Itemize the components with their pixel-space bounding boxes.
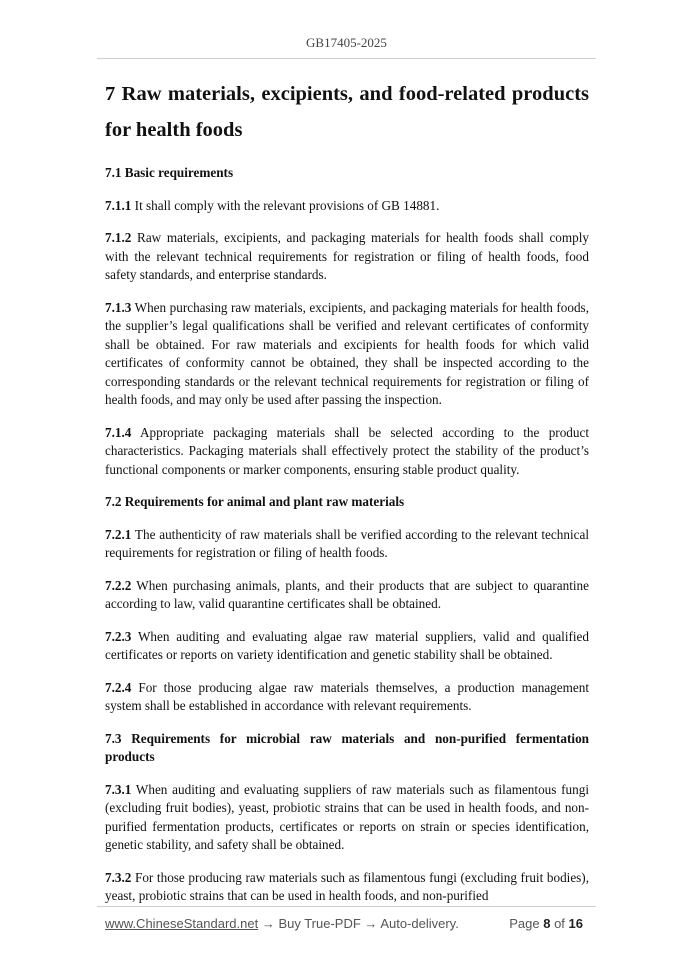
clause-text: When auditing and evaluating suppliers of raw materials such as filamentous fungi (excluding fruit bodies), yeast, probiotic strains that can be used in health foods, and non-purified fermentation products, certificates or reports on strain or species identification, genetic stability, and safety shall be obtained. [105, 781, 589, 852]
clause-7-2-3 [105, 628, 589, 665]
doc-code-header: GB17405-2025 [306, 35, 387, 50]
clause-text: For those producing raw materials such as filamentous fungi (excluding fruit bodies), yeast, probiotic strains that can be used in health foods, and non-purified [105, 869, 589, 903]
clause-number: 7.1.2 [105, 230, 132, 245]
section-title-7-3: 7.3 Requirements for microbial raw materials and non-purified fermentation products [105, 730, 589, 764]
clause-number: 7.3.2 [105, 869, 132, 885]
section-title-7-2: 7.2 Requirements for animal and plant raw materials [105, 494, 405, 509]
clause-7-1-3 [105, 299, 589, 410]
section-title-7-1: 7.1 Basic requirements [105, 165, 234, 180]
chapter-title: 7 Raw materials, excipients, and food-related products for health foods [105, 83, 589, 141]
buy-pdf-link[interactable]: Buy True-PDF [278, 916, 361, 931]
clause-text: Appropriate packaging materials shall be selected according to the product characteristics. Packaging materials shall effectively protect the stability of the product’s functional components or marker components, ensuring stable product quality. [105, 424, 589, 477]
clause-7-1-4 [105, 424, 589, 480]
clause-number: 7.1.3 [105, 299, 132, 315]
arrow-icon: → [360, 916, 381, 931]
clause-text: For those producing algae raw materials themselves, a production management system shall be established in accordance with relevant requirements. [105, 679, 589, 713]
clause-number: 7.3.1 [105, 781, 132, 797]
clause-text: When purchasing raw materials, excipients, and packaging materials for health foods, the supplier’s legal qualifications shall be verified and relevant certificates of conformity shall be obtained. For raw materials and excipients for health foods for which valid certificates of conformity cannot be obtained, they shall be inspected according to the corresponding standards or the relevant technical requirements for registration or filing of health foods, and may only be used after passing the inspection. [105, 299, 589, 407]
clause-text: Raw materials, excipients, and packaging materials for health foods shall comply with the relevant technical requirements for registration or filing of health foods, food safety standards, and enterprise standards. [105, 230, 589, 282]
clause-number: 7.2.3 [105, 628, 132, 644]
clause-number: 7.2.1 [105, 526, 132, 542]
clause-text: It shall comply with the relevant provisions of GB 14881. [131, 197, 440, 213]
page-label: Page [509, 916, 544, 931]
clause-7-3-1 [105, 781, 589, 855]
clause-7-2-2 [105, 577, 589, 614]
page-number: 8 [543, 916, 551, 931]
clause-7-2-4 [105, 679, 589, 716]
page-footer [105, 916, 589, 931]
clause-text: When auditing and evaluating algae raw material suppliers, valid and qualified certificates or reports on variety identification and genetic stability shall be obtained. [105, 628, 589, 662]
clause-number: 7.1.4 [105, 424, 132, 440]
page-content [105, 76, 589, 906]
site-link[interactable]: www.ChineseStandard.net [105, 916, 259, 931]
arrow-icon: → [258, 916, 279, 931]
clause-7-1-1 [105, 197, 589, 216]
header-divider [97, 58, 596, 59]
clause-number: 7.2.2 [105, 577, 132, 593]
clause-text: When purchasing animals, plants, and their products that are subject to quarantine according to law, valid quarantine certificates shall be obtained. [105, 577, 589, 611]
footer-divider [97, 906, 596, 907]
clause-number: 7.1.1 [105, 197, 132, 213]
delivery-text: Auto-delivery. [380, 916, 459, 931]
clause-text: The authenticity of raw materials shall be verified according to the relevant technical requirements for registration or filing of health foods. [105, 526, 589, 560]
clause-7-2-1 [105, 526, 589, 563]
clause-7-3-2 [105, 869, 589, 906]
page-indicator [509, 916, 583, 931]
page-total: 16 [568, 916, 583, 931]
clause-7-1-2 [105, 229, 589, 285]
clause-number: 7.2.4 [105, 679, 132, 695]
of-label: of [550, 916, 569, 931]
